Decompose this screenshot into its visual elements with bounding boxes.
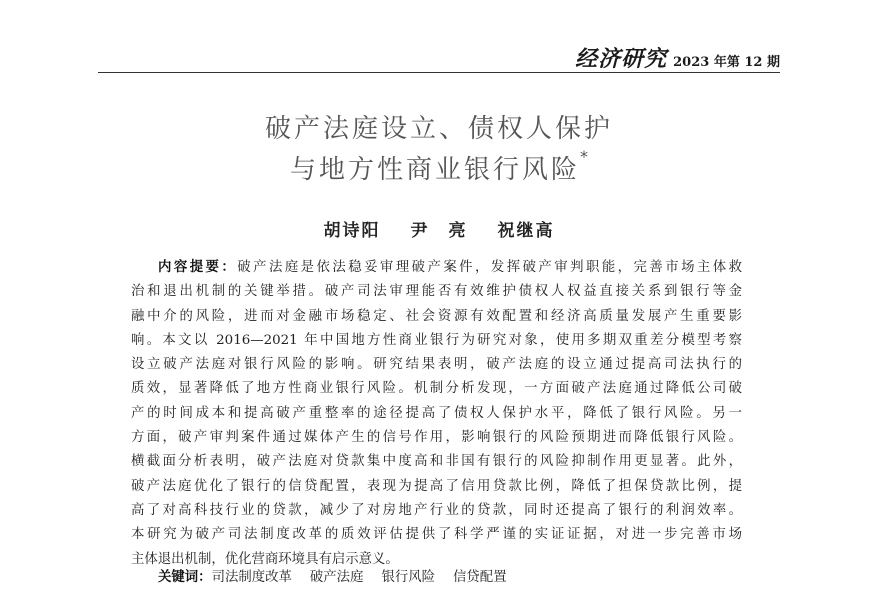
abstract xyxy=(131,256,742,572)
abstract-line xyxy=(131,256,742,280)
abstract-line: 响。本文以 2016—2021 年中国地方性商业银行为研究对象，使用多期双重差分模型考察 xyxy=(131,332,742,348)
title-line-2-text: 与地方性商业银行风险 xyxy=(289,155,580,185)
abstract-line: 产的时间成本和提高破产重整率的途径提高了债权人保护水平，降低了银行风险。另一 xyxy=(131,405,742,421)
abstract-label: 内容提要： xyxy=(158,260,238,275)
keyword: 信贷配置 xyxy=(453,570,507,585)
abstract-line: 本研究为破产司法制度改革的质效评估提供了科学严谨的实证证据，对进一步完善市场 xyxy=(131,527,742,543)
abstract-line: 高了对高科技行业的贷款，减少了对房地产行业的贷款，同时还提高了银行的利润效率。 xyxy=(131,502,742,518)
abstract-line: 方面，破产审判案件通过媒体产生的信号作用，影响银行的风险预期进而降低银行风险。 xyxy=(131,430,742,446)
paper-title-line-2 xyxy=(0,149,878,186)
author-list xyxy=(0,216,878,241)
journal-info xyxy=(575,42,780,73)
journal-header xyxy=(98,40,780,73)
title-footnote-mark: * xyxy=(580,147,588,166)
title-line-1-text: 破产法庭设立、债权人保护 xyxy=(264,114,613,144)
abstract-line: 融中介的风险，进而对金融市场稳定、社会资源有效配置和经济高质量发展产生重要影 xyxy=(131,308,742,324)
abstract-line: 质效，显著降低了地方性商业银行风险。机制分析发现，一方面破产法庭通过降低公司破 xyxy=(131,381,742,397)
abstract-line: 横截面分析表明，破产法庭对贷款集中度高和非国有银行的风险抑制作用更显著。此外， xyxy=(131,454,742,470)
abstract-line: 主体退出机制，优化营商环境具有启示意义。 xyxy=(131,551,399,567)
paper-title-line-1 xyxy=(0,108,878,145)
author-name: 尹 亮 xyxy=(410,221,468,241)
keyword: 司法制度改革 xyxy=(211,570,292,585)
keywords-label: 关键词： xyxy=(158,570,212,585)
abstract-line: 破产法庭优化了银行的信贷配置，表现为提高了信用贷款比例，降低了担保贷款比例，提 xyxy=(131,478,742,494)
abstract-line-text: 破产法庭是依法稳妥审理破产案件，发挥破产审判职能，完善市场主体救 xyxy=(237,260,742,275)
author-name: 胡诗阳 xyxy=(323,221,381,241)
abstract-line: 治和退出机制的关键举措。破产司法审理能否有效维护债权人权益直接关系到银行等金 xyxy=(131,284,742,300)
keyword: 银行风险 xyxy=(381,570,436,585)
keyword: 破产法庭 xyxy=(309,570,364,585)
author-name: 祝继高 xyxy=(497,221,555,241)
abstract-line: 设立破产法庭对银行风险的影响。研究结果表明，破产法庭的设立通过提高司法执行的 xyxy=(131,357,742,373)
journal-name-logo: 经济研究 xyxy=(575,46,668,72)
issue-number: 2023 年第 12 期 xyxy=(673,55,780,70)
keywords xyxy=(158,566,525,585)
